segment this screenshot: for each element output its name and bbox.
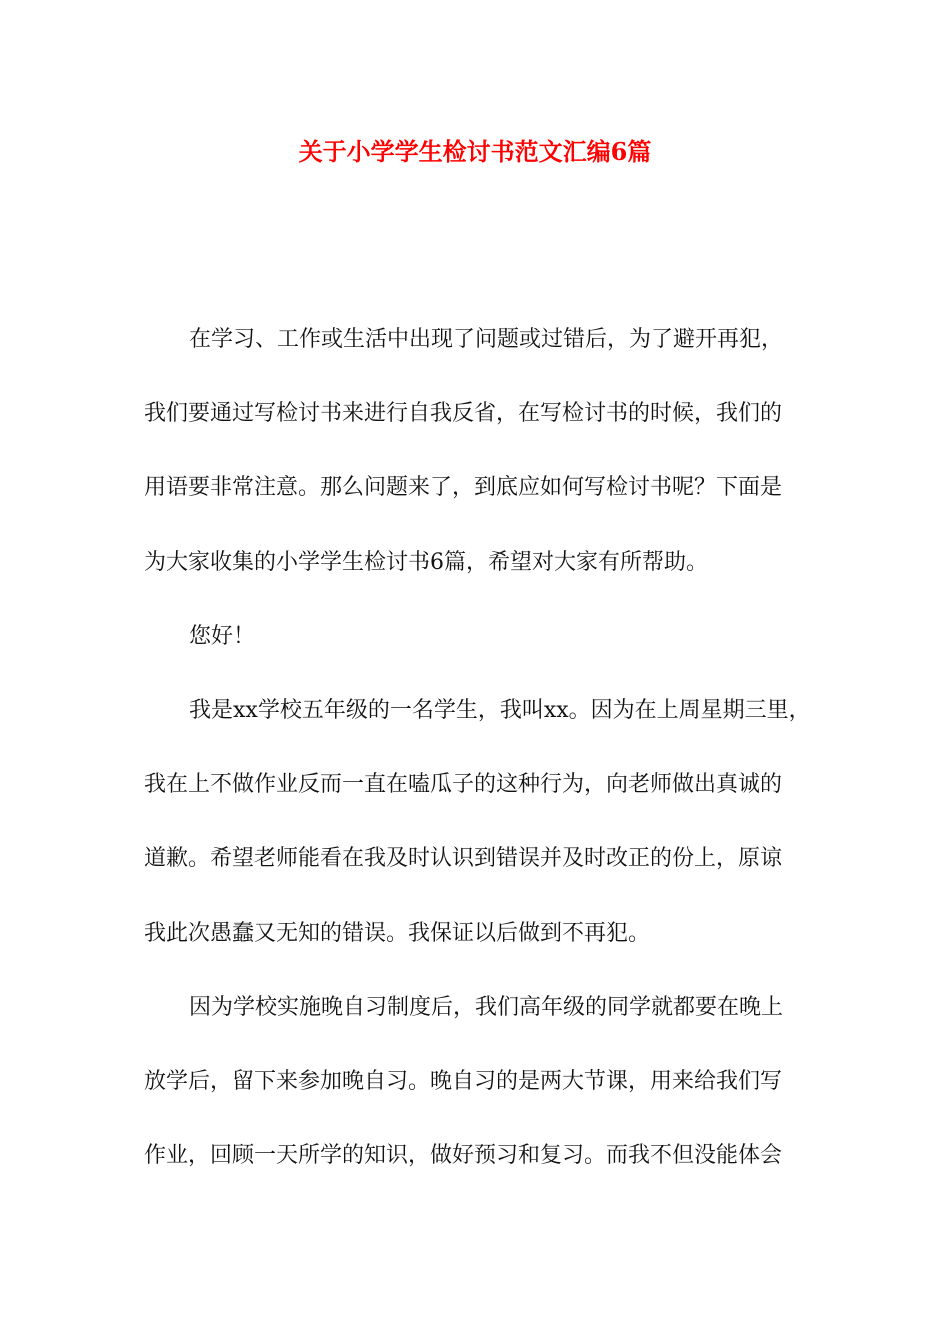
paragraph-line: 在学习、工作或生活中出现了问题或过错后，为了避开再犯， (189, 327, 784, 352)
paragraph-line: 我是xx学校五年级的一名学生，我叫xx。因为在上周星期三里， (189, 697, 811, 723)
paragraph-line: 作业，回顾一天所学的知识，做好预习和复习。而我不但没能体会 (144, 1143, 783, 1169)
paragraph-line: 我们要通过写检讨书来进行自我反省，在写检讨书的时候，我们的 (144, 401, 783, 427)
paragraph-line: 用语要非常注意。那么问题来了，到底应如何写检讨书呢？下面是 (144, 475, 783, 501)
document-title: 关于小学学生检讨书范文汇编6篇 (298, 137, 652, 166)
paragraph-line: 我此次愚蠢又无知的错误。我保证以后做到不再犯。 (144, 920, 651, 946)
paragraph-line: 放学后，留下来参加晚自习。晚自习的是两大节课，用来给我们写 (144, 1068, 783, 1094)
paragraph-line: 因为学校实施晚自习制度后，我们高年级的同学就都要在晚上 (189, 994, 784, 1020)
document-body (144, 318, 824, 1208)
paragraph-line: 道歉。希望老师能看在我及时认识到错误并及时改正的份上，原谅 (144, 846, 783, 872)
paragraph-line: 为大家收集的小学学生检讨书6篇，希望对大家有所帮助。 (144, 549, 708, 575)
paragraph-line: 我在上不做作业反而一直在嗑瓜子的这种行为，向老师做出真诚的 (144, 772, 783, 798)
greeting-line: 您好！ (189, 623, 256, 649)
